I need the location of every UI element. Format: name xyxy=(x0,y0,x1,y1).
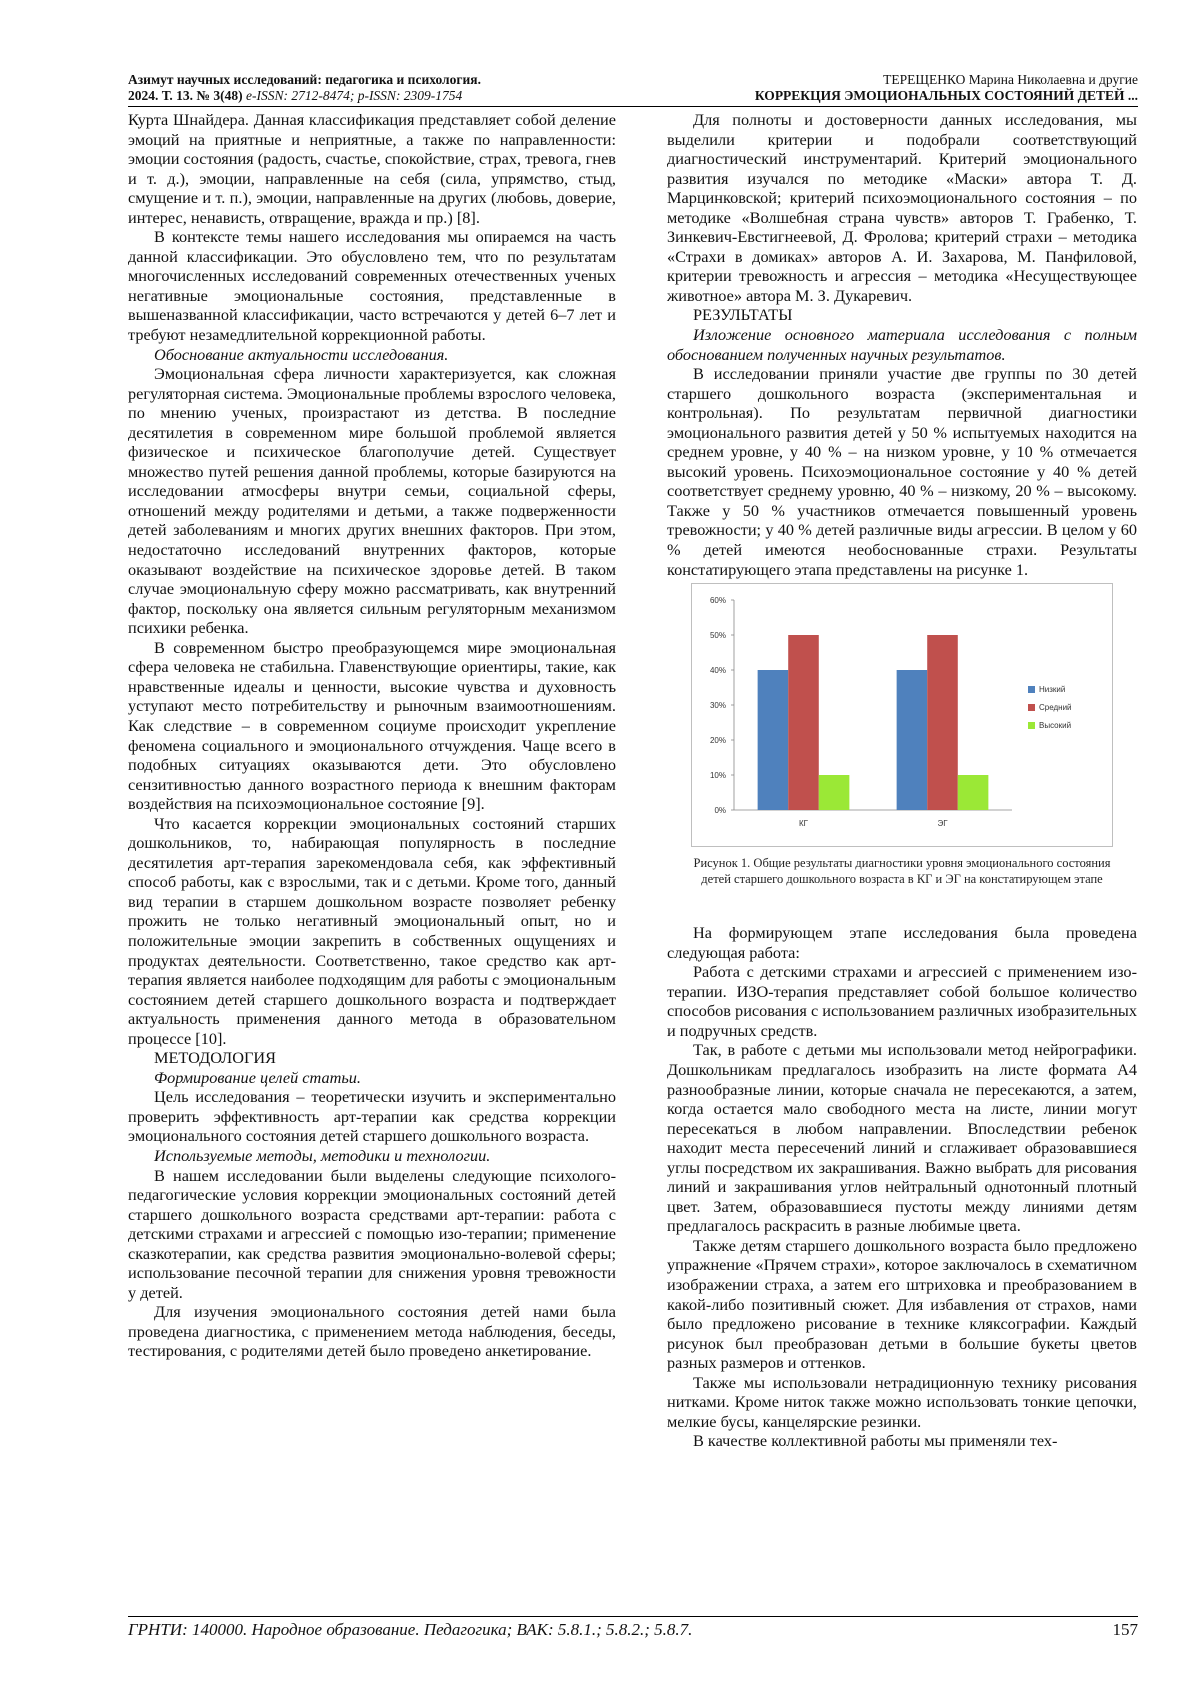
paragraph: В исследовании приняли участие две группы по 30 детей старшего дошкольного возраста (экспериментальная и контрольная). По результатам первичной диагностики эмоционального развития детей у 50 % испытуемых находится на среднем уровне, у 40 % – на низком уровне, у 10 % отмечается высокий уровень. Психоэмоциональное состояние у 40 % детей соответствует среднему уровню, 40 % – низкому, 20 % – высокому. Также у 50 % участников отмечается повышенный уровень тревожности; у 40 % детей различные виды агрессии. В целом у 60 % детей имеются необоснованные страхи. Результаты констатирующего этапа представлены на рисунке 1. xyxy=(667,364,1137,579)
paragraph: Цель исследования – теоретически изучить и экспериментально проверить эффективность арт-терапии как средства коррекции эмоционального состояния детей старшего дошкольного возраста. xyxy=(128,1087,616,1146)
legend-label: Средний xyxy=(1039,703,1072,713)
article-header xyxy=(618,72,1138,104)
paragraph: Также детям старшего дошкольного возраста было предложено упражнение «Прячем страхи», которое заключалось в схематичном изображении страха, а затем его штриховка и преобразованием в какой-либо позитивный сюжет. Для избавления от страхов, нами было предложено рисование в технике кляксографии. Каждый рисунок был преобразован детьми в большие букеты цветов разных размеров и оттенков. xyxy=(667,1235,1137,1373)
y-tick-label: 60% xyxy=(709,596,726,606)
bar-Средний-ЭГ xyxy=(927,635,958,810)
section-heading: РЕЗУЛЬТАТЫ xyxy=(693,305,793,325)
bar-Высокий-ЭГ xyxy=(958,775,989,810)
y-tick-label: 10% xyxy=(709,771,726,781)
journal-title: Азимут научных исследований: педагогика и психология. xyxy=(128,72,481,87)
bar-Низкий-КГ xyxy=(758,670,789,810)
y-tick-label: 0% xyxy=(714,806,726,816)
footer-classification: ГРНТИ: 140000. Народное образование. Педагогика; ВАК: 5.8.1.; 5.8.2.; 5.8.7. xyxy=(128,1620,693,1639)
paragraph: На формирующем этапе исследования была проведена следующая работа: xyxy=(667,923,1137,962)
paragraph: Работа с детскими страхами и агрессией с применением изо-терапии. ИЗО-терапия представляет собой большое количество способов рисования с использованием различных изобразительных и подручных средств. xyxy=(667,962,1137,1040)
paragraph: Так, в работе с детьми мы использовали метод нейрографики. Дошкольникам предлагалось изобразить на листе формата А4 разнообразные линии, которые сначала не пересекаются, а затем, когда остается мало свободного места на листе, линии могут пересекаться в любом направлении. Впоследствии ребенок находит места пересечений линий и сглаживает образовавшиеся углы посредством их закрашивания. Важно выбрать для рисования линий и закрашивания углов нейтральный однотонный плотный цвет. Затем, образовавшиеся пустоты между линиями детям предлагалось раскрасить в разные любимые цвета. xyxy=(667,1040,1137,1236)
figure-spacer xyxy=(667,887,1137,923)
footer-divider xyxy=(128,1616,1138,1617)
journal-issue xyxy=(128,88,648,104)
legend-swatch xyxy=(1028,704,1035,711)
x-tick-label: ЭГ xyxy=(937,819,948,829)
subsection-heading: Обоснование актуальности исследования. xyxy=(154,344,449,364)
page-number: 157 xyxy=(1112,1620,1138,1639)
legend-swatch xyxy=(1028,686,1035,693)
paragraph: В современном быстро преобразующемся мире эмоциональная сфера человека не стабильна. Главенствующие ориентиры, такие, как нравственные идеалы и ценности, высокие чувства и духовность уступают место потребительству и рыночным взаимоотношениям. Как следствие – в современном социуме происходит укрепление феномена социального и эмоционального отчуждения. Чаще всего в подобных ситуациях оказываются дети. Это обусловлено сензитивностью данного возрастного периода к внешним факторам воздействия на психоэмоциональное состояние [9]. xyxy=(128,637,616,814)
bar-Высокий-КГ xyxy=(819,775,850,810)
paragraph: Эмоциональная сфера личности характеризуется, как сложная регуляторная система. Эмоциональные проблемы взрослого человека, по мнению ученых, произрастают из детства. В последние десятилетия в современном мире большой проблемой является физическое и психическое благополучие детей. Существует множество путей решения данной проблемы, которые базируются на исследовании атмосферы внутри семьи, социальной сферы, отношений между родителями и детьми, а также подверженности детей заболеваниям и многих других внешних факторов. При этом, недостаточно исследований внутренних факторов, которые оказывают воздействие на психическое здоровье детей. В таком случае эмоциональную сферу можно рассматривать, как внутренний фактор, поскольку она является сильным регуляторным механизмом психики ребенка. xyxy=(128,364,616,638)
right-column-bottom-text xyxy=(667,923,1137,1451)
paragraph: В качестве коллективной работы мы применяли тех- xyxy=(693,1431,1058,1451)
bar-Средний-КГ xyxy=(788,635,819,810)
x-tick-label: КГ xyxy=(799,819,808,829)
legend-label: Высокий xyxy=(1039,721,1072,731)
right-column xyxy=(667,110,1137,1451)
figure-1 xyxy=(667,583,1137,887)
paragraph: Курта Шнайдера. Данная классификация представляет собой деление эмоций на приятные и неприятные, а также по направленности: эмоции состояния (радость, счастье, спокойствие, страх, тревога, гнев и т. д.), эмоции, направленные на себя (сила, упрямство, стыд, смущение и т. п.), эмоции, направленные на других (любовь, доверие, интерес, ненависть, отвращение, вражда и пр.) [8]. xyxy=(128,110,616,227)
article-running-title: КОРРЕКЦИЯ ЭМОЦИОНАЛЬНЫХ СОСТОЯНИЙ ДЕТЕЙ ... xyxy=(754,88,1138,103)
section-heading: МЕТОДОЛОГИЯ xyxy=(154,1048,276,1068)
bar-chart xyxy=(692,584,1112,846)
y-tick-label: 30% xyxy=(709,701,726,711)
header-divider xyxy=(128,106,1138,107)
article-authors: ТЕРЕЩЕНКО Марина Николаевна и другие xyxy=(883,72,1138,87)
subsection-heading: Изложение основного материала исследования с полным обоснованием полученных научных результатов. xyxy=(667,325,1137,364)
legend-label: Низкий xyxy=(1039,685,1066,695)
subsection-heading: Используемые методы, методики и технологии. xyxy=(154,1145,491,1165)
left-column xyxy=(128,110,616,1361)
bar-Низкий-ЭГ xyxy=(897,670,928,810)
y-tick-label: 20% xyxy=(709,736,726,746)
y-tick-label: 40% xyxy=(709,666,726,676)
y-tick-label: 50% xyxy=(709,631,726,641)
paragraph: Для полноты и достоверности данных исследования, мы выделили критерии и подобрали соответствующий диагностический инструментарий. Критерий эмоционального развития изучался по методике «Маски» автора Т. Д. Марцинковской; критерий психоэмоционального состояния – по методике «Волшебная страна чувств» авторов Т. Грабенко, Т. Зинкевич-Евстигнеевой, Д. Фролова; критерий страхи – методика «Страхи в домиках» авторов А. И. Захарова, М. Панфиловой, критерии тревожность и агрессия – методика «Несуществующее животное» автора М. З. Дукаревич. xyxy=(667,110,1137,305)
paragraph: Для изучения эмоционального состояния детей нами была проведена диагностика, с применением метода наблюдения, беседы, тестирования, с родителями детей было проведено анкетирование. xyxy=(128,1302,616,1361)
paragraph: В нашем исследовании были выделены следующие психолого-педагогические условия коррекции эмоциональных состояний детей старшего дошкольного возраста средствами арт-терапии: работа с детскими страхами и агрессией с помощью изо-терапии; применение сказкотерапии, как средства развития эмоционально-волевой сферы; использование песочной терапии для снижения уровня тревожности у детей. xyxy=(128,1165,616,1302)
journal-issn: e-ISSN: 2712-8474; p-ISSN: 2309-1754 xyxy=(242,88,463,103)
paragraph: Также мы использовали нетрадиционную технику рисования нитками. Кроме ниток также можно использовать тонкие цепочки, мелкие бусы, канцелярские резинки. xyxy=(667,1372,1137,1431)
right-column-top-text xyxy=(667,110,1137,579)
journal-volume: 2024. Т. 13. № 3(48) xyxy=(128,88,243,103)
subsection-heading: Формирование целей статьи. xyxy=(154,1067,361,1087)
paragraph: В контексте темы нашего исследования мы опираемся на часть данной классификации. Это обусловлено тем, что по результатам многочисленных исследований современных отечественных ученых негативные эмоциональные состояния, представленные в вышеназванной классификации, часто встречаются у детей 6–7 лет и требуют незамедлительной коррекционной работы. xyxy=(128,227,616,345)
legend-swatch xyxy=(1028,722,1035,729)
paragraph: Что касается коррекции эмоциональных состояний старших дошкольников, то, набирающая популярность в последние десятилетия арт-терапия зарекомендовала себя, как эффективный способ работы, как с взрослыми, так и с детьми. Кроме того, данный вид терапии в старшем дошкольном возрасте позволяет ребенку прожить не только негативный эмоциональный опыт, но и положительные эмоции закрепить в собственных ощущениях и продуктах деятельности. Соответственно, такое средство как арт-терапия является наиболее подходящим для работы с эмоциональным состоянием детей старшего дошкольного возраста и подтверждает актуальность применения данного метода в образовательном процессе [10]. xyxy=(128,813,616,1048)
bar-chart-frame xyxy=(691,583,1113,847)
figure-caption: Рисунок 1. Общие результаты диагностики уровня эмоционального состояния детей старшего дошкольного возраста в КГ и ЭГ на констатирующем этапе xyxy=(693,856,1111,887)
journal-header xyxy=(128,72,648,104)
